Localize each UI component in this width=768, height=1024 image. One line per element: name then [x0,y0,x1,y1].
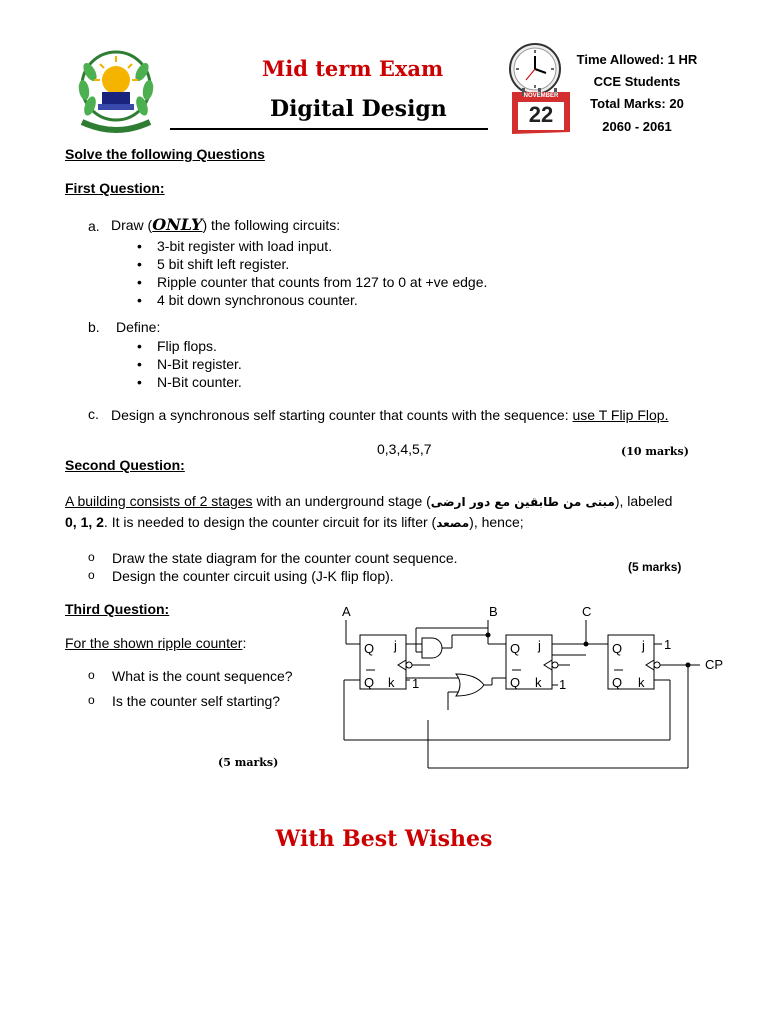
calendar-icon [508,88,574,136]
q2-p2-bold: 0, 1, 2 [65,514,104,530]
q3-intro [65,635,246,651]
circuit-label-a: A [342,604,351,619]
q2-p1-rest: with an underground stage ( [252,493,431,509]
ff-b-q: Q [510,641,521,656]
title-underline [170,128,488,130]
instructions: Solve the following Questions [65,146,265,162]
q1-c-text [111,406,719,424]
q1-b-list [131,337,242,391]
list-item: • 4 bit down synchronous counter. [131,291,487,309]
q2-marks: (5 marks) [628,560,682,574]
q1-a-line [111,215,340,234]
time-allowed: Time Allowed: 1 HR [576,52,698,67]
ff-a-k: k [388,675,395,690]
total-marks: Total Marks: 20 [590,96,684,111]
ff-c-j-one: 1 [664,637,672,652]
q1-b-text: Define: [116,319,161,335]
q3-item-text: What is the count sequence? [112,668,293,684]
ff-b-j: j [538,638,541,653]
q1-a-text-before: Draw ( [111,217,153,233]
q1-a-list [131,237,487,309]
circle-bullet: o [88,693,95,707]
q1-c-prefix: c. [88,406,99,422]
exam-title: Mid term Exam [262,56,444,81]
circuit-label-cp: CP [705,657,724,672]
q1-b-prefix: b. [88,319,100,335]
q1-c-underlined: use T Flip Flop. [572,407,669,423]
academic-year: 2060 - 2061 [602,119,672,134]
ff-a-j: j [394,638,397,653]
list-item: • 3-bit register with load input. [131,237,487,255]
q2-p1-underlined: A building consists of 2 stages [65,493,253,509]
circle-bullet: o [88,668,95,682]
q2-item-text: Draw the state diagram for the counter count sequence. [112,550,458,566]
q2-heading: Second Question: [65,457,185,473]
circuit-label-c: C [582,604,592,619]
list-item: • N-Bit counter. [131,373,242,391]
q3-intro-text: For the shown ripple counter [65,635,243,651]
ff-a-k-one: 1 [412,676,420,691]
calendar-day: 22 [528,102,554,127]
q2-p2-arabic: مصعد [436,516,470,530]
calendar-month: NOVEMBER [523,93,559,99]
ff-a-qbar: Q [364,675,375,690]
q3-marks: (5 marks) [218,756,279,769]
ff-c-qbar: Q [612,675,623,690]
q1-sequence: 0,3,4,5,7 [377,441,432,457]
q1-a-only: ONLY [152,215,203,234]
q2-p1-arabic: مبنى من طابقين مع دور ارضى [430,495,615,509]
q2-p2-end: ), hence; [469,514,524,530]
ff-c-j: j [642,638,645,653]
circuit-label-b: B [489,604,498,619]
ff-b-k: k [535,675,542,690]
list-item: • Ripple counter that counts from 127 to 0 at +ve edge. [131,273,487,291]
students: CCE Students [593,74,681,89]
q2-p1-end: ), labeled [614,493,673,509]
list-item: • Flip flops. [131,337,242,355]
university-logo [70,42,162,138]
q2-paragraph-line2 [65,514,524,530]
ff-b-qbar: Q [510,675,521,690]
q2-paragraph-line1 [65,493,672,509]
q1-a-prefix: a. [88,218,100,234]
q1-heading: First Question: [65,180,165,196]
q2-p2-rest: . It is needed to design the counter circuit for its lifter ( [103,514,437,530]
q3-heading: Third Question: [65,601,170,617]
ripple-counter-circuit [330,600,730,775]
circle-bullet: o [88,568,95,582]
ff-b-k-one: 1 [559,677,567,692]
circle-bullet: o [88,550,95,564]
ff-a-q: Q [364,641,375,656]
list-item: • 5 bit shift left register. [131,255,487,273]
list-item: • N-Bit register. [131,355,242,373]
q3-intro-colon: : [242,635,247,651]
q1-c-main: Design a synchronous self starting counter that counts with the sequence: [111,407,569,423]
q1-marks: (10 marks) [621,445,689,458]
q3-item-text: Is the counter self starting? [112,693,281,709]
subject-title: Digital Design [270,96,447,122]
ff-c-k: k [638,675,645,690]
q2-item-text: Design the counter circuit using (J-K flip flop). [112,568,394,584]
q1-a-text-after: ) the following circuits: [202,217,341,233]
ff-c-q: Q [612,641,623,656]
closing-message: With Best Wishes [275,826,493,852]
